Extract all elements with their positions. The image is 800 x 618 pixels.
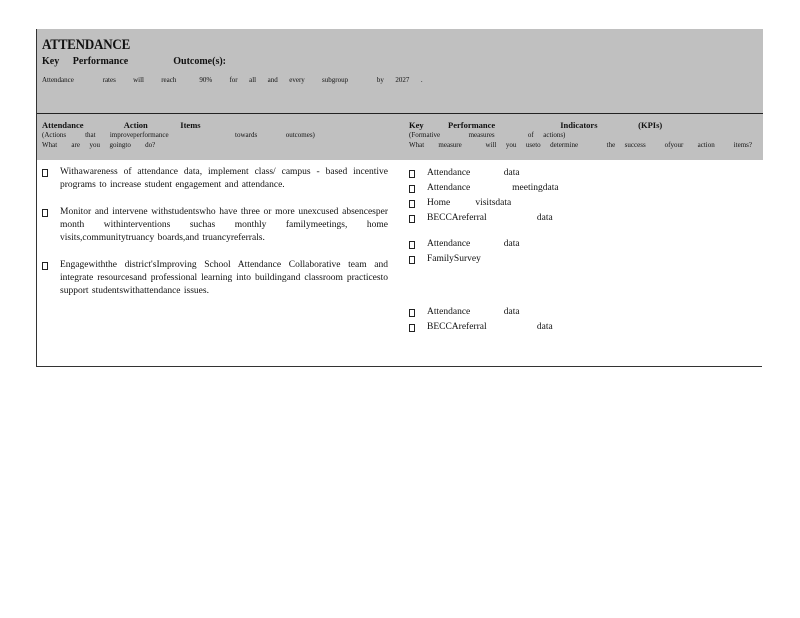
action-item	[37, 259, 397, 298]
kpi-item-label: Attendance data	[427, 168, 520, 178]
kpi-item-label: Home visitsdata	[427, 198, 512, 208]
kpo-label: Key Performance Outcome(s):	[42, 56, 226, 67]
kpi-item	[409, 196, 749, 211]
kpi-item	[409, 237, 749, 252]
kpi-item-label: Attendance data	[427, 239, 520, 249]
kpi-list	[409, 166, 749, 335]
action-item-text: Engagewiththe district'sImproving School Attendance Collaborative team and integrate resourcesand professional learning into buildingand classroom practicesto support studentswithattendance issues.	[60, 260, 388, 296]
action-items-list	[37, 166, 397, 298]
checkbox-icon	[409, 200, 415, 208]
checkbox-icon	[42, 262, 48, 270]
kpi-item	[409, 181, 749, 196]
kpi-item	[409, 211, 749, 226]
checkbox-icon	[409, 185, 415, 193]
kpi-item	[409, 305, 749, 320]
column-headers	[37, 114, 763, 160]
kpi-item-label: Attendance data	[427, 307, 520, 317]
kpi-item	[409, 252, 749, 267]
action-items-title: Attendance Action Items	[42, 120, 201, 130]
outcome-goal: Attendance rates will reach 90% for all and every subgroup by 2027 .	[42, 76, 423, 84]
checkbox-icon	[409, 170, 415, 178]
section-header	[37, 29, 763, 113]
action-item	[37, 206, 397, 245]
kpi-item-label: FamilySurvey	[427, 254, 481, 264]
checkbox-icon	[42, 209, 48, 217]
kpi-header	[409, 120, 752, 150]
kpi-item	[409, 320, 749, 335]
checkbox-icon	[409, 309, 415, 317]
kpi-sub1: (Formative measures of actions)	[409, 131, 566, 139]
kpi-group	[409, 237, 749, 305]
section-title: ATTENDANCE	[42, 36, 131, 53]
checkbox-icon	[409, 241, 415, 249]
kpi-group	[409, 166, 749, 237]
checkbox-icon	[42, 169, 48, 177]
attendance-section	[36, 29, 762, 367]
kpi-item	[409, 166, 749, 181]
kpi-item-label: Attendance meetingdata	[427, 183, 559, 193]
action-items-header	[42, 120, 315, 150]
kpi-item-label: BECCAreferral data	[427, 213, 553, 223]
checkbox-icon	[409, 324, 415, 332]
checkbox-icon	[409, 256, 415, 264]
checkbox-icon	[409, 215, 415, 223]
action-items-sub1: (Actions that improveperformance towards outcomes)	[42, 131, 315, 139]
action-items-sub2: What are you goingto do?	[42, 141, 156, 149]
kpi-sub2: What measure will you useto determine the success ofyour action items?	[409, 141, 752, 149]
action-item	[37, 166, 397, 192]
kpi-group	[409, 305, 749, 335]
action-item-text: Monitor and intervene withstudentswho have three or more unexcused absencesper month withinterventions suchas monthly familymeetings, home visits,communitytruancy boards,and truancyreferrals.	[60, 207, 388, 243]
kpi-title: Key Performance Indicators (KPIs)	[409, 120, 663, 130]
kpi-item-label: BECCAreferral data	[427, 322, 553, 332]
action-item-text: Withawareness of attendance data, implement class/ campus - based incentive programs to increase student engagement and attendance.	[60, 167, 388, 190]
